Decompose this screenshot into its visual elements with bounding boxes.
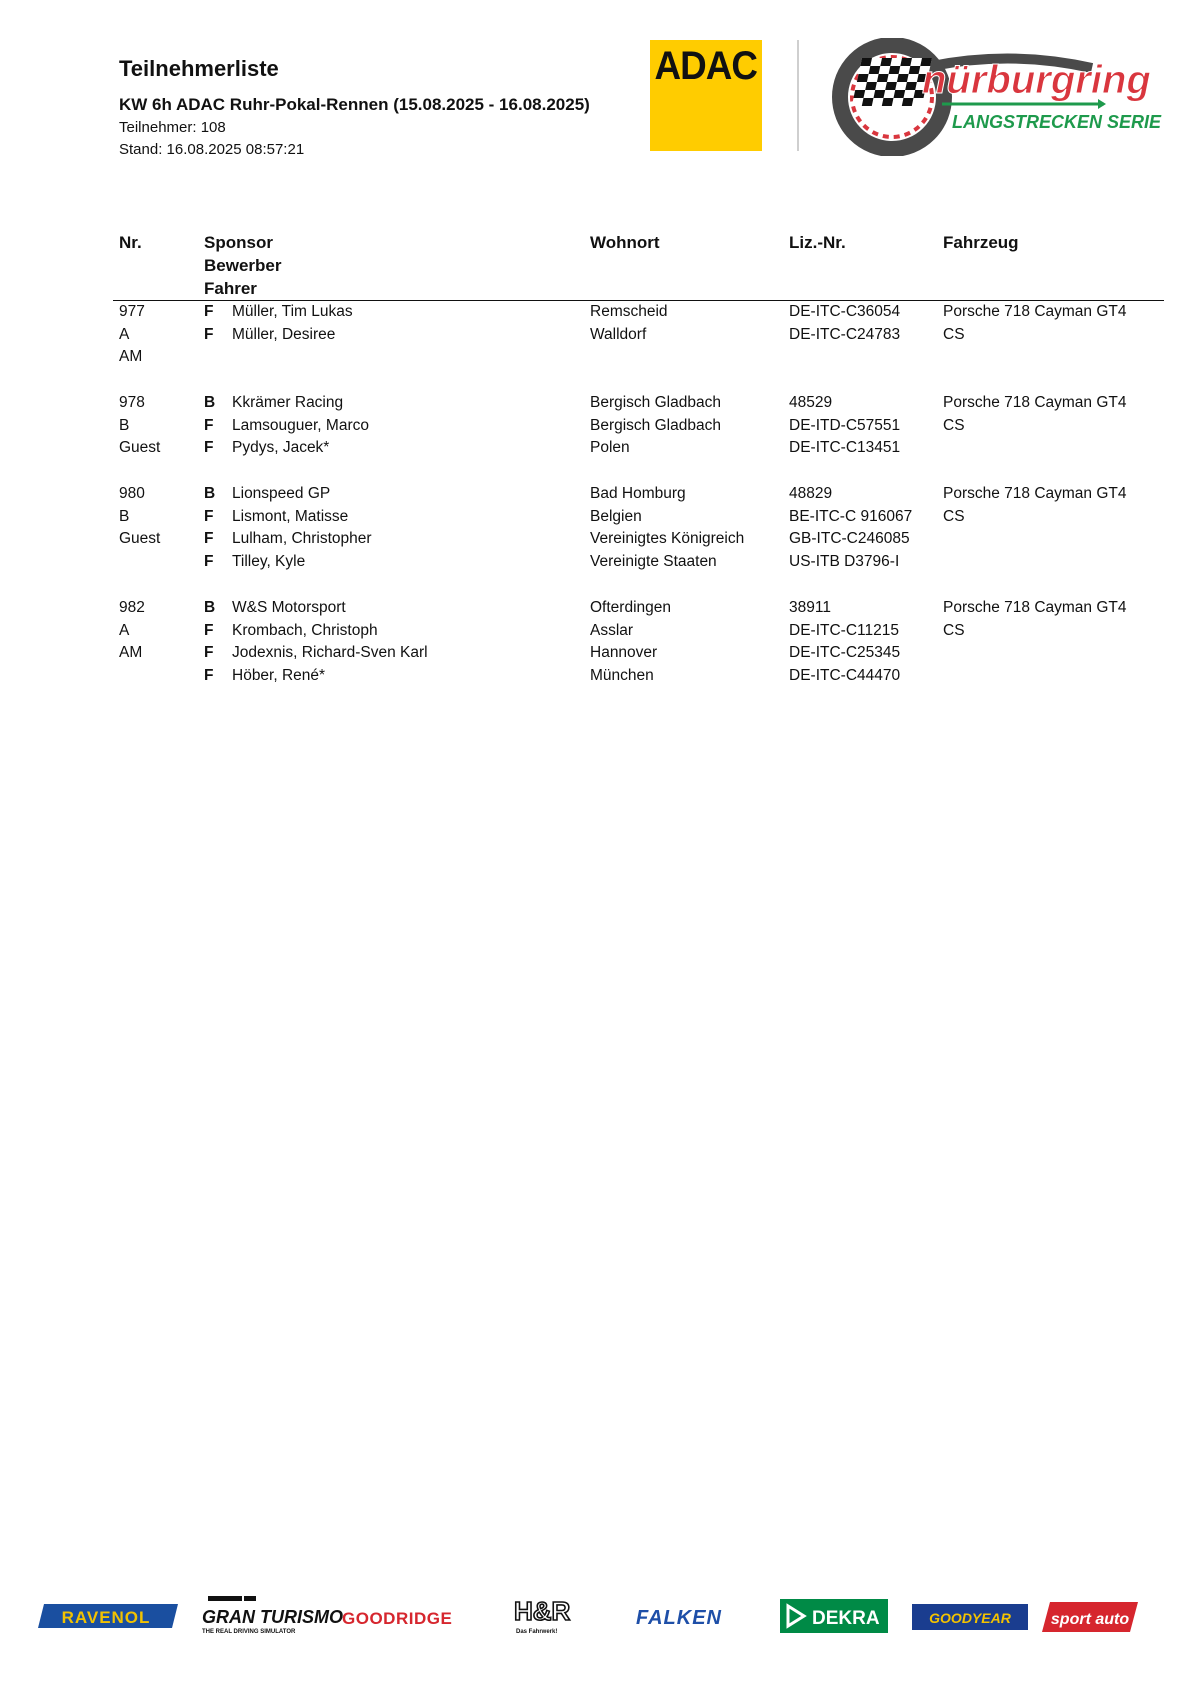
svg-text:sport auto: sport auto [1050,1611,1130,1628]
role-marker: F [204,326,214,343]
gran-turismo-logo [202,1596,343,1635]
license-number: DE-ITD-C57551 [789,417,901,434]
role-marker: F [204,530,214,547]
hr-logo [514,1596,571,1635]
person-name: Höber, René* [232,667,326,684]
person-name: Lamsouguer, Marco [232,417,369,434]
svg-text:GRAN TURISMO: GRAN TURISMO [202,1607,343,1627]
col-wohnort: Wohnort [590,233,660,252]
entry-vehicle-class: CS [943,508,965,525]
entry-vehicle-class: CS [943,326,965,343]
role-marker: F [204,644,214,661]
entry-vehicle: Porsche 718 Cayman GT4 [943,303,1127,320]
entry-category: Guest [119,530,161,547]
entry-category: Guest [119,439,161,456]
license-number: DE-ITC-C13451 [789,439,901,456]
entry-number: 977 [119,303,145,320]
svg-text:Das Fahrwerk!: Das Fahrwerk! [516,1629,558,1635]
license-number: 38911 [789,599,831,616]
license-number: DE-ITC-C25345 [789,644,901,661]
person-name: W&S Motorsport [232,599,346,616]
adac-logo [650,40,762,151]
svg-text:DEKRA: DEKRA [812,1608,880,1629]
person-town: Bergisch Gladbach [590,394,721,411]
role-marker: F [204,439,214,456]
nls-logo [832,38,1162,156]
col-liz: Liz.-Nr. [789,233,846,252]
person-name: Krombach, Christoph [232,622,378,639]
svg-text:GOODRIDGE: GOODRIDGE [342,1609,453,1628]
person-town: Asslar [590,622,634,639]
role-marker: B [204,394,216,411]
role-marker: F [204,303,214,320]
person-name: Pydys, Jacek* [232,439,330,456]
nls-brand-text: nürburgring [922,58,1151,102]
entry-category: AM [119,348,143,365]
license-number: US-ITB D3796-I [789,553,900,570]
entry-class: B [119,508,130,525]
entry-vehicle: Porsche 718 Cayman GT4 [943,485,1127,502]
person-name: Lulham, Christopher [232,530,372,547]
svg-text:H&R: H&R [514,1596,571,1626]
person-town: Ofterdingen [590,599,671,616]
person-name: Lionspeed GP [232,485,331,502]
col-fahrer: Fahrer [204,279,257,298]
person-name: Jodexnis, Richard-Sven Karl [232,644,428,661]
person-town: Remscheid [590,303,668,320]
falken-logo [636,1607,722,1629]
license-number: DE-ITC-C44470 [789,667,901,684]
checkered-flag-icon [852,58,932,106]
entry-class: A [119,326,130,343]
person-town: München [590,667,654,684]
person-town: Polen [590,439,630,456]
entry-number: 982 [119,599,145,616]
role-marker: B [204,599,216,616]
person-town: Vereinigte Staaten [590,553,717,570]
entry-vehicle: Porsche 718 Cayman GT4 [943,394,1127,411]
role-marker: B [204,485,216,502]
role-marker: F [204,622,214,639]
person-name: Kkrämer Racing [232,394,344,411]
license-number: 48529 [789,394,833,411]
goodridge-logo [342,1609,452,1628]
person-name: Müller, Tim Lukas [232,303,353,320]
entry-number: 980 [119,485,145,502]
logo-divider [797,40,799,151]
document-header [119,55,639,161]
person-town: Hannover [590,644,658,661]
event-title: KW 6h ADAC Ruhr-Pokal-Rennen (15.08.2025 - 16.08.2025) [119,95,590,114]
license-number: GB-ITC-C246085 [789,530,910,547]
svg-text:THE REAL DRIVING SIMULATOR: THE REAL DRIVING SIMULATOR [202,1629,296,1635]
sport-auto-logo [1042,1602,1138,1632]
entry-number: 978 [119,394,145,411]
entry-class: B [119,417,130,434]
person-town: Bergisch Gladbach [590,417,721,434]
dekra-logo [780,1599,888,1633]
license-number: DE-ITC-C24783 [789,326,901,343]
person-town: Walldorf [590,326,647,343]
license-number: 48829 [789,485,833,502]
adac-logo-text: ADAC [654,44,758,88]
goodyear-logo [912,1604,1028,1630]
role-marker: F [204,667,214,684]
person-name: Tilley, Kyle [232,553,306,570]
entry-vehicle-class: CS [943,417,965,434]
person-town: Belgien [590,508,642,525]
role-marker: F [204,553,214,570]
entry-vehicle: Porsche 718 Cayman GT4 [943,599,1127,616]
license-number: DE-ITC-C36054 [789,303,901,320]
col-bewerber: Bewerber [204,256,282,275]
person-town: Vereinigtes Königreich [590,530,745,547]
role-marker: F [204,508,214,525]
entry-class: A [119,622,130,639]
page-title: Teilnehmerliste [119,56,279,81]
license-number: BE-ITC-C 916067 [789,508,913,525]
entry-vehicle-class: CS [943,622,965,639]
person-name: Lismont, Matisse [232,508,349,525]
person-town: Bad Homburg [590,485,686,502]
nls-series-text: LANGSTRECKEN SERIE [952,112,1162,132]
col-fahrzeug: Fahrzeug [943,233,1019,252]
ravenol-logo [38,1604,178,1628]
license-number: DE-ITC-C11215 [789,622,899,639]
col-sponsor: Sponsor [204,233,273,252]
svg-text:GOODYEAR: GOODYEAR [929,1610,1011,1626]
svg-text:RAVENOL: RAVENOL [61,1608,151,1627]
sponsor-footer [38,1596,1158,1636]
svg-text:FALKEN: FALKEN [636,1607,722,1629]
role-marker: F [204,417,214,434]
person-name: Müller, Desiree [232,326,336,343]
entry-category: AM [119,644,143,661]
participant-count: Teilnehmer: 108 [119,119,226,136]
col-nr: Nr. [119,233,142,252]
status-timestamp: Stand: 16.08.2025 08:57:21 [119,141,305,158]
